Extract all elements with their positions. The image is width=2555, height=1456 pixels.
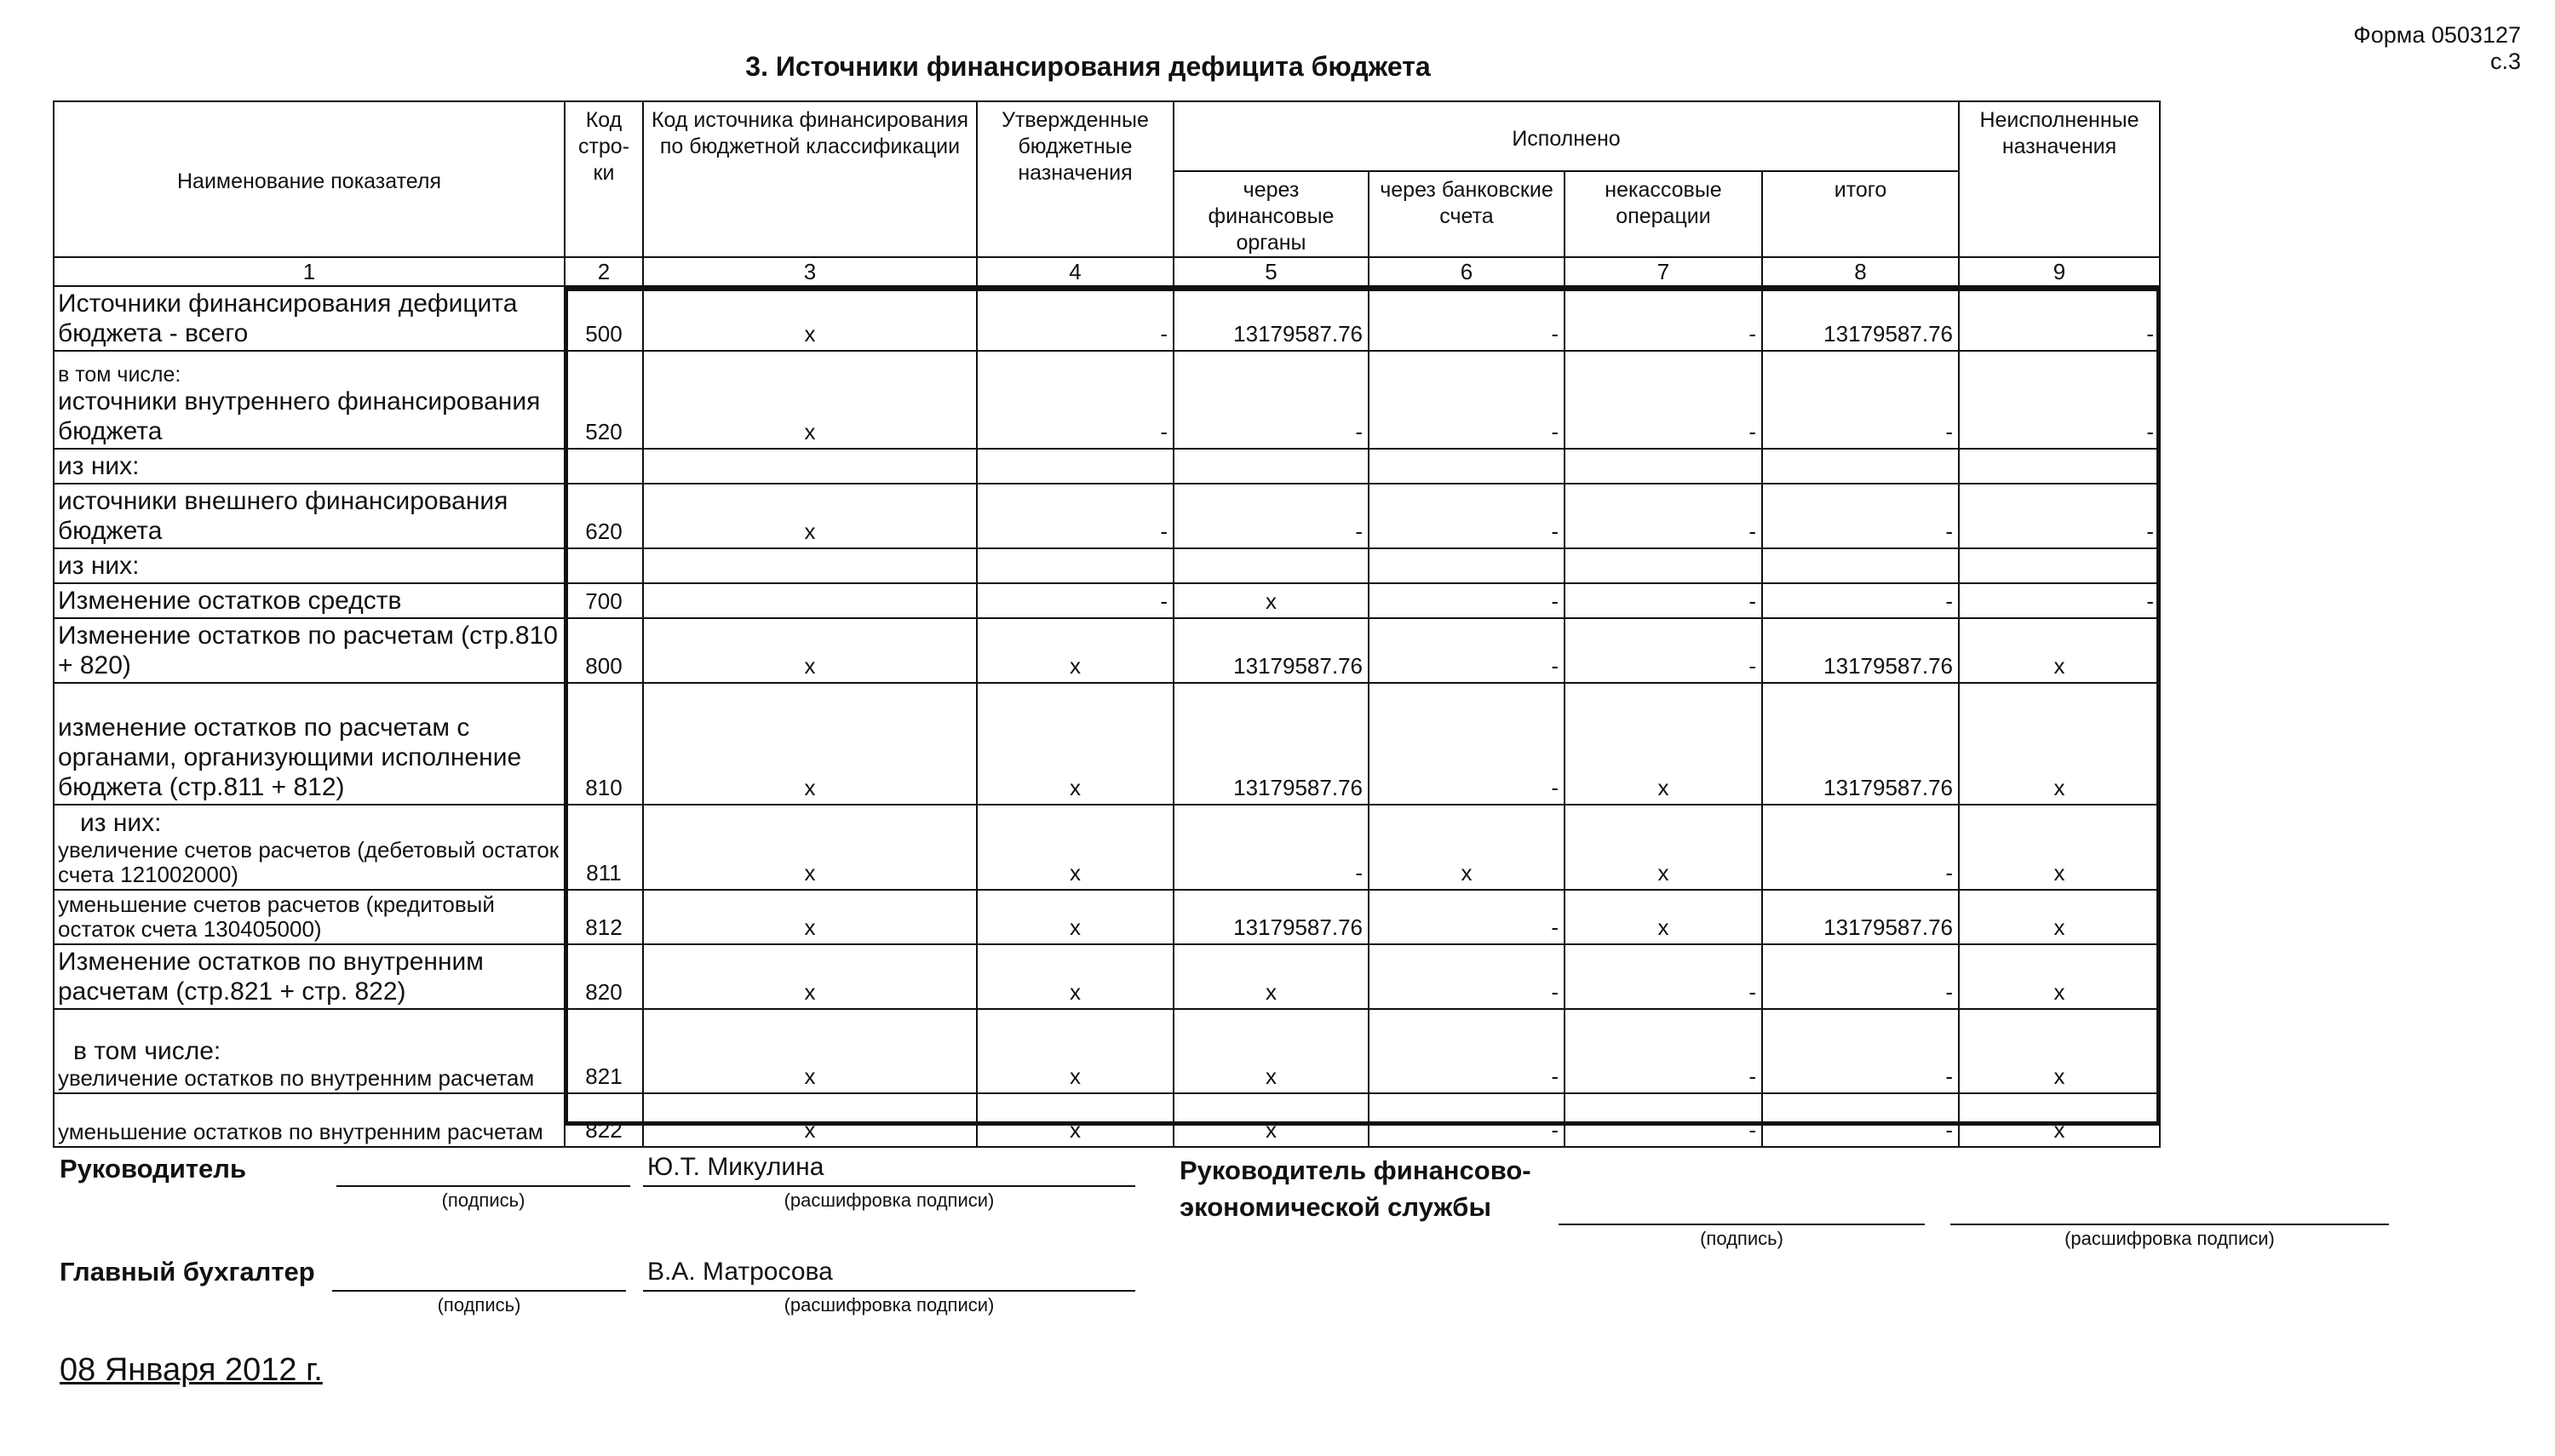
col-number: 1 bbox=[54, 257, 565, 286]
cell-source-code: x bbox=[643, 890, 977, 944]
table-row bbox=[54, 1009, 2160, 1093]
row-name: Источники финансирования дефицита бюджета - всего bbox=[54, 286, 565, 351]
cell-source-code: x bbox=[643, 805, 977, 890]
header-executed: Исполнено bbox=[1174, 101, 1959, 171]
cell-via-fin-organs: 13179587.76 bbox=[1174, 683, 1369, 805]
row-code: 620 bbox=[565, 484, 643, 548]
cell-non-cash: - bbox=[1565, 484, 1762, 548]
report-date: 08 Января 2012 г. bbox=[60, 1352, 323, 1388]
cell-via-bank: - bbox=[1369, 618, 1565, 683]
cell-via-bank: x bbox=[1369, 805, 1565, 890]
cell-unexecuted: x bbox=[1959, 890, 2160, 944]
cell-via-fin-organs: - bbox=[1174, 805, 1369, 890]
cell-approved: x bbox=[977, 683, 1174, 805]
cell-unexecuted: x bbox=[1959, 683, 2160, 805]
cell-via-fin-organs: x bbox=[1174, 1009, 1369, 1093]
cell-approved: - bbox=[977, 286, 1174, 351]
table-row bbox=[54, 1093, 2160, 1147]
row-code: 812 bbox=[565, 890, 643, 944]
cell-approved: - bbox=[977, 484, 1174, 548]
cell-via-fin-organs: 13179587.76 bbox=[1174, 890, 1369, 944]
cell-approved: x bbox=[977, 1093, 1174, 1147]
cell-source-code: x bbox=[643, 286, 977, 351]
row-code: 520 bbox=[565, 351, 643, 449]
row-name: изменение остатков по расчетам с органами, организующими исполнение бюджета (стр.811 + 812) bbox=[54, 683, 565, 805]
head-label: Руководитель bbox=[60, 1154, 247, 1184]
cell-via-fin-organs: x bbox=[1174, 944, 1369, 1009]
cell-via-bank: - bbox=[1369, 286, 1565, 351]
cell-total: 13179587.76 bbox=[1762, 286, 1959, 351]
header-unexecuted: Неисполненные назначения bbox=[1959, 101, 2160, 257]
row-name bbox=[54, 351, 565, 449]
col-number: 3 bbox=[643, 257, 977, 286]
row-name: уменьшение остатков по внутренним расчетам bbox=[54, 1093, 565, 1147]
row-code: 500 bbox=[565, 286, 643, 351]
cell-approved: x bbox=[977, 618, 1174, 683]
chief-accountant-decoding-hint: (расшифровка подписи) bbox=[784, 1294, 995, 1316]
header-code: Код стро- ки bbox=[565, 101, 643, 257]
cell-total: 13179587.76 bbox=[1762, 683, 1959, 805]
row-code: 821 bbox=[565, 1009, 643, 1093]
fin-head-label-line2: экономической службы bbox=[1180, 1192, 1491, 1222]
cell-approved: - bbox=[977, 351, 1174, 449]
table-row bbox=[54, 890, 2160, 944]
cell-total: - bbox=[1762, 1093, 1959, 1147]
cell-unexecuted: x bbox=[1959, 805, 2160, 890]
cell-source-code: x bbox=[643, 484, 977, 548]
head-signature-line bbox=[336, 1185, 630, 1187]
form-code: Форма 0503127 с.3 bbox=[2353, 22, 2521, 74]
cell-approved: x bbox=[977, 805, 1174, 890]
row-name: уменьшение счетов расчетов (кредитовый остаток счета 130405000) bbox=[54, 890, 565, 944]
cell-via-bank: - bbox=[1369, 1009, 1565, 1093]
cell-via-bank: - bbox=[1369, 944, 1565, 1009]
cell-total: - bbox=[1762, 351, 1959, 449]
cell-non-cash: - bbox=[1565, 944, 1762, 1009]
cell-source-code: x bbox=[643, 351, 977, 449]
cell-total: 13179587.76 bbox=[1762, 618, 1959, 683]
cell-approved: x bbox=[977, 890, 1174, 944]
cell-non-cash: - bbox=[1565, 1009, 1762, 1093]
row-name-text: увеличение остатков по внутренним расчетам bbox=[58, 1065, 535, 1091]
cell-via-bank: - bbox=[1369, 683, 1565, 805]
header-source-code: Код источника финансирования по бюджетной классификации bbox=[643, 101, 977, 257]
row-code: 700 bbox=[565, 583, 643, 618]
cell-source-code: x bbox=[643, 1093, 977, 1147]
header-name: Наименование показателя bbox=[54, 101, 565, 257]
chief-accountant-signature-hint: (подпись) bbox=[437, 1294, 521, 1316]
header-total: итого bbox=[1762, 171, 1959, 257]
cell-source-code: x bbox=[643, 683, 977, 805]
row-name: Изменение остатков по расчетам (стр.810 + 820) bbox=[54, 618, 565, 683]
fin-head-signature-line bbox=[1559, 1224, 1925, 1225]
cell-unexecuted: - bbox=[1959, 583, 2160, 618]
head-signature-hint: (подпись) bbox=[441, 1189, 525, 1211]
fin-head-decoding-line bbox=[1950, 1224, 2389, 1225]
cell-via-fin-organs: - bbox=[1174, 351, 1369, 449]
chief-accountant-signature-line bbox=[332, 1290, 626, 1292]
header-via-bank: через банковские счета bbox=[1369, 171, 1565, 257]
fin-head-decoding-hint: (расшифровка подписи) bbox=[2064, 1228, 2275, 1249]
col-number: 2 bbox=[565, 257, 643, 286]
cell-total: - bbox=[1762, 805, 1959, 890]
row-label: из них: bbox=[54, 548, 565, 583]
cell-total: - bbox=[1762, 583, 1959, 618]
row-name: Изменение остатков средств bbox=[54, 583, 565, 618]
chief-accountant-name: В.А. Матросова bbox=[647, 1258, 833, 1286]
row-label: из них: bbox=[54, 449, 565, 484]
cell-via-fin-organs: x bbox=[1174, 583, 1369, 618]
table-row bbox=[54, 449, 2160, 484]
table-row bbox=[54, 286, 2160, 351]
row-code: 810 bbox=[565, 683, 643, 805]
cell-via-bank: - bbox=[1369, 890, 1565, 944]
sources-table bbox=[53, 100, 2161, 1148]
cell-unexecuted: x bbox=[1959, 1009, 2160, 1093]
cell-approved: x bbox=[977, 944, 1174, 1009]
chief-accountant-decoding-line bbox=[643, 1290, 1135, 1292]
chief-accountant-label: Главный бухгалтер bbox=[60, 1257, 315, 1287]
row-name: Изменение остатков по внутренним расчетам (стр.821 + стр. 822) bbox=[54, 944, 565, 1009]
cell-total: - bbox=[1762, 944, 1959, 1009]
fin-head-label-line1: Руководитель финансово- bbox=[1180, 1155, 1531, 1185]
cell-unexecuted: - bbox=[1959, 484, 2160, 548]
fin-head-signature-hint: (подпись) bbox=[1700, 1228, 1783, 1249]
head-name: Ю.Т. Микулина bbox=[647, 1153, 824, 1181]
table-row bbox=[54, 944, 2160, 1009]
cell-non-cash: - bbox=[1565, 286, 1762, 351]
table-row bbox=[54, 683, 2160, 805]
col-number: 8 bbox=[1762, 257, 1959, 286]
col-number: 4 bbox=[977, 257, 1174, 286]
cell-unexecuted: x bbox=[1959, 618, 2160, 683]
cell-via-fin-organs: - bbox=[1174, 484, 1369, 548]
cell-via-fin-organs: 13179587.76 bbox=[1174, 286, 1369, 351]
row-code: 820 bbox=[565, 944, 643, 1009]
row-code: 822 bbox=[565, 1093, 643, 1147]
head-decoding-hint: (расшифровка подписи) bbox=[784, 1189, 995, 1211]
table-row bbox=[54, 583, 2160, 618]
cell-total: 13179587.76 bbox=[1762, 890, 1959, 944]
col-number: 7 bbox=[1565, 257, 1762, 286]
header-via-fin-organs: через финансовые органы bbox=[1174, 171, 1369, 257]
cell-unexecuted: - bbox=[1959, 286, 2160, 351]
col-number: 5 bbox=[1174, 257, 1369, 286]
cell-via-bank: - bbox=[1369, 351, 1565, 449]
cell-via-fin-organs: x bbox=[1174, 1093, 1369, 1147]
cell-total: - bbox=[1762, 484, 1959, 548]
cell-via-fin-organs: 13179587.76 bbox=[1174, 618, 1369, 683]
row-name: источники внешнего финансирования бюджета bbox=[54, 484, 565, 548]
row-name bbox=[54, 1009, 565, 1093]
row-name-text: источники внутреннего финансирования бюджета bbox=[58, 387, 541, 445]
row-code: 811 bbox=[565, 805, 643, 890]
cell-source-code: x bbox=[643, 618, 977, 683]
col-number: 9 bbox=[1959, 257, 2160, 286]
cell-approved: x bbox=[977, 1009, 1174, 1093]
cell-source-code bbox=[643, 583, 977, 618]
cell-total: - bbox=[1762, 1009, 1959, 1093]
header-approved: Утвержденные бюджетные назначения bbox=[977, 101, 1174, 257]
cell-non-cash: x bbox=[1565, 890, 1762, 944]
cell-approved: - bbox=[977, 583, 1174, 618]
cell-non-cash: - bbox=[1565, 1093, 1762, 1147]
cell-via-bank: - bbox=[1369, 1093, 1565, 1147]
cell-unexecuted: x bbox=[1959, 1093, 2160, 1147]
cell-via-bank: - bbox=[1369, 583, 1565, 618]
row-code: 800 bbox=[565, 618, 643, 683]
cell-source-code: x bbox=[643, 1009, 977, 1093]
document-title: 3. Источники финансирования дефицита бюджета bbox=[745, 51, 1431, 82]
cell-non-cash: x bbox=[1565, 805, 1762, 890]
cell-non-cash: - bbox=[1565, 618, 1762, 683]
table-row bbox=[54, 484, 2160, 548]
cell-non-cash: x bbox=[1565, 683, 1762, 805]
head-decoding-line bbox=[643, 1185, 1135, 1187]
cell-via-bank: - bbox=[1369, 484, 1565, 548]
cell-unexecuted: - bbox=[1959, 351, 2160, 449]
table-row bbox=[54, 618, 2160, 683]
cell-non-cash: - bbox=[1565, 583, 1762, 618]
row-prefix: в том числе: bbox=[73, 1037, 221, 1065]
cell-unexecuted: x bbox=[1959, 944, 2160, 1009]
row-prefix: из них: bbox=[80, 809, 162, 837]
col-number: 6 bbox=[1369, 257, 1565, 286]
row-name bbox=[54, 805, 565, 890]
table-row bbox=[54, 351, 2160, 449]
table-row bbox=[54, 805, 2160, 890]
cell-non-cash: - bbox=[1565, 351, 1762, 449]
row-name-text: увеличение счетов расчетов (дебетовый остаток счета 121002000) bbox=[58, 837, 560, 887]
table-row bbox=[54, 548, 2160, 583]
cell-source-code: x bbox=[643, 944, 977, 1009]
header-non-cash: некассовые операции bbox=[1565, 171, 1762, 257]
row-prefix: в том числе: bbox=[58, 363, 181, 387]
